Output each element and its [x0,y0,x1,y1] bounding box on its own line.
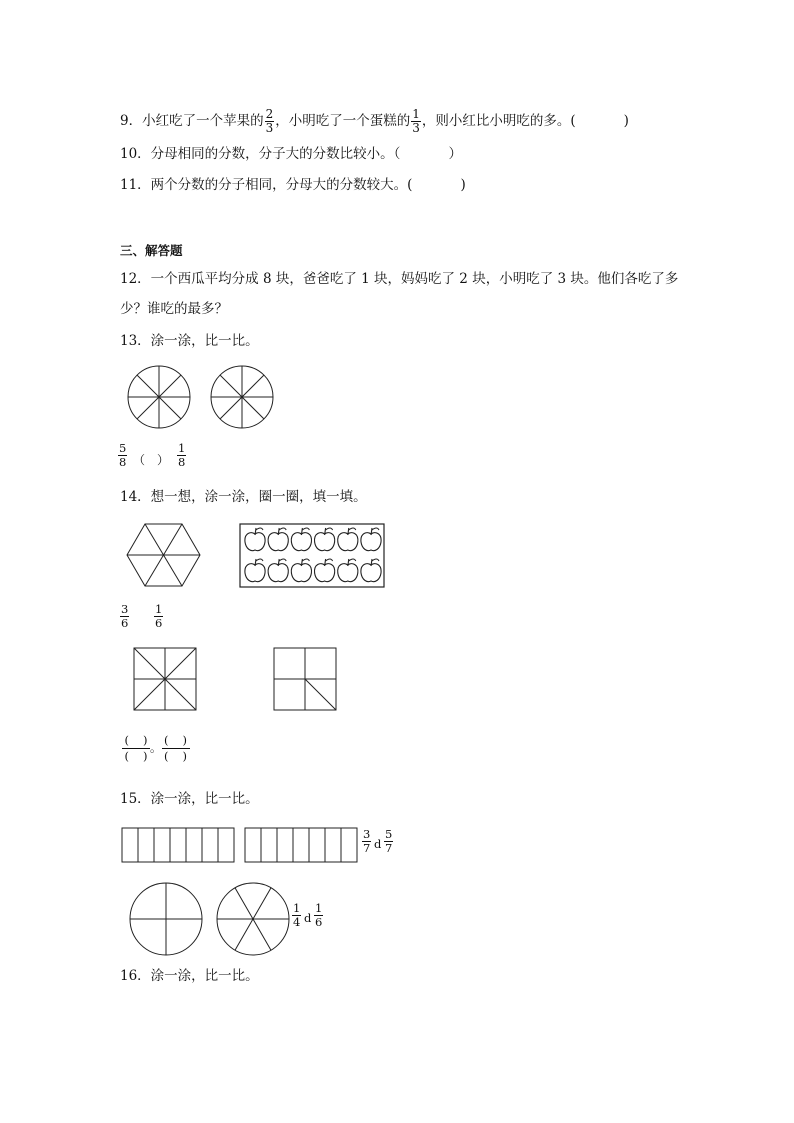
blank-fraction-1[interactable] [122,733,150,764]
fraction-one-sixth [154,603,163,630]
fraction-three-sixths [120,603,129,630]
paren-close: ) [182,733,187,747]
numerator: 1 [293,901,301,915]
numerator: 1 [315,901,323,915]
paren-open: ( [124,733,129,747]
numerator: 1 [412,107,420,121]
question-text: 11．两个分数的分子相同，分母大的分数较大。( [120,177,413,193]
circle-sixths[interactable] [217,883,289,955]
numerator: 3 [363,827,371,841]
denominator: 3 [412,121,420,135]
paren-close: ) [623,113,629,129]
apple-icon[interactable] [338,528,358,551]
denominator: 6 [121,616,129,630]
paren-close: ) [460,177,466,193]
question-9 [120,108,629,135]
question-12-line2: 少？谁吃的最多？ [120,301,228,317]
fill-fractions-blank[interactable] [122,733,190,764]
numerator: 1 [178,441,186,455]
bar-sevenths-right[interactable] [245,828,357,862]
circles-quarters-sixths-figure [128,880,294,958]
numerator: 5 [119,441,127,455]
denominator: 7 [363,841,371,855]
apple-icon[interactable] [315,528,335,551]
apple-icon[interactable] [361,528,381,551]
question-16-title: 16．涂一涂，比一比。 [120,968,259,984]
question-text: 10．分母相同的分数，分子大的分数比较小。（ [120,146,401,162]
apple-icon[interactable] [361,559,381,582]
question-text: ，则小红比小明吃的多。( [421,113,576,129]
bar-sevenths-left[interactable] [122,828,234,862]
numerator: 3 [121,602,129,616]
fraction-one-sixth [314,902,323,929]
paren-open: ( [164,749,169,763]
fraction-five-eighths [118,442,127,469]
question-text: ，小明吃了一个蛋糕的 [275,113,411,129]
denominator: 3 [265,121,274,135]
squares-figure [132,646,338,712]
denominator: 4 [293,915,301,929]
fraction-one-quarter [292,902,301,929]
circle-quarters[interactable] [130,883,202,955]
apple-grid[interactable] [245,528,381,582]
apple-icon[interactable] [268,528,288,551]
question-15-title: 15．涂一涂，比一比。 [120,791,259,807]
paren-close: ) [143,749,148,763]
hexagon-sixths[interactable] [127,524,200,586]
square-quarters-split[interactable] [274,648,336,710]
blank-fraction-2[interactable] [162,733,190,764]
question-text: 小红吃了一个苹果的 [142,113,264,129]
denominator: 8 [119,455,127,469]
denominator: 6 [315,915,323,929]
compare-mark[interactable]: d [304,911,312,925]
apple-icon[interactable] [291,528,311,551]
apple-icon[interactable] [245,559,265,582]
fraction-three-sevenths [362,828,371,855]
fraction-one-eighth [177,442,186,469]
numerator: 5 [385,827,393,841]
question-13-title: 13．涂一涂，比一比。 [120,333,259,349]
circle-eighths-left[interactable] [128,366,190,428]
denominator: 7 [385,841,393,855]
numerator: 2 [265,107,274,121]
period: 。 [150,740,162,755]
question-12-line1: 12．一个西瓜平均分成 8 块，爸爸吃了 1 块，妈妈吃了 2 块，小明吃了 3 块。他们各吃了多 [120,271,679,287]
square-eighths[interactable] [134,648,196,710]
paren-open: ( [164,733,169,747]
apple-icon[interactable] [315,559,335,582]
circle-eighths-right[interactable] [211,366,273,428]
bars-sevenths-figure [120,826,360,864]
question-11 [120,176,466,194]
question-number: 9． [120,113,143,129]
fraction-one-third [411,108,421,135]
question-14-title: 14．想一想，涂一涂，圈一圈，填一填。 [120,489,367,505]
apple-icon[interactable] [245,528,265,551]
question-10 [120,145,462,163]
numerator: 1 [155,602,163,616]
section-heading: 三、解答题 [120,243,183,258]
paren-close: ) [182,749,187,763]
apple-icon[interactable] [268,559,288,582]
denominator: 8 [178,455,186,469]
paren-close: ） [448,146,462,162]
hexagon-and-apples-figure [126,520,390,592]
fraction-two-thirds [265,108,275,135]
circles-eighths-figure [126,364,286,430]
denominator: 6 [155,616,163,630]
paren-close: ) [143,733,148,747]
compare-mark[interactable]: d [374,837,382,851]
paren-open: ( [124,749,129,763]
compare-blank[interactable]: （ ） [133,453,170,467]
apple-icon[interactable] [338,559,358,582]
fraction-five-sevenths [384,828,393,855]
apple-icon[interactable] [291,559,311,582]
